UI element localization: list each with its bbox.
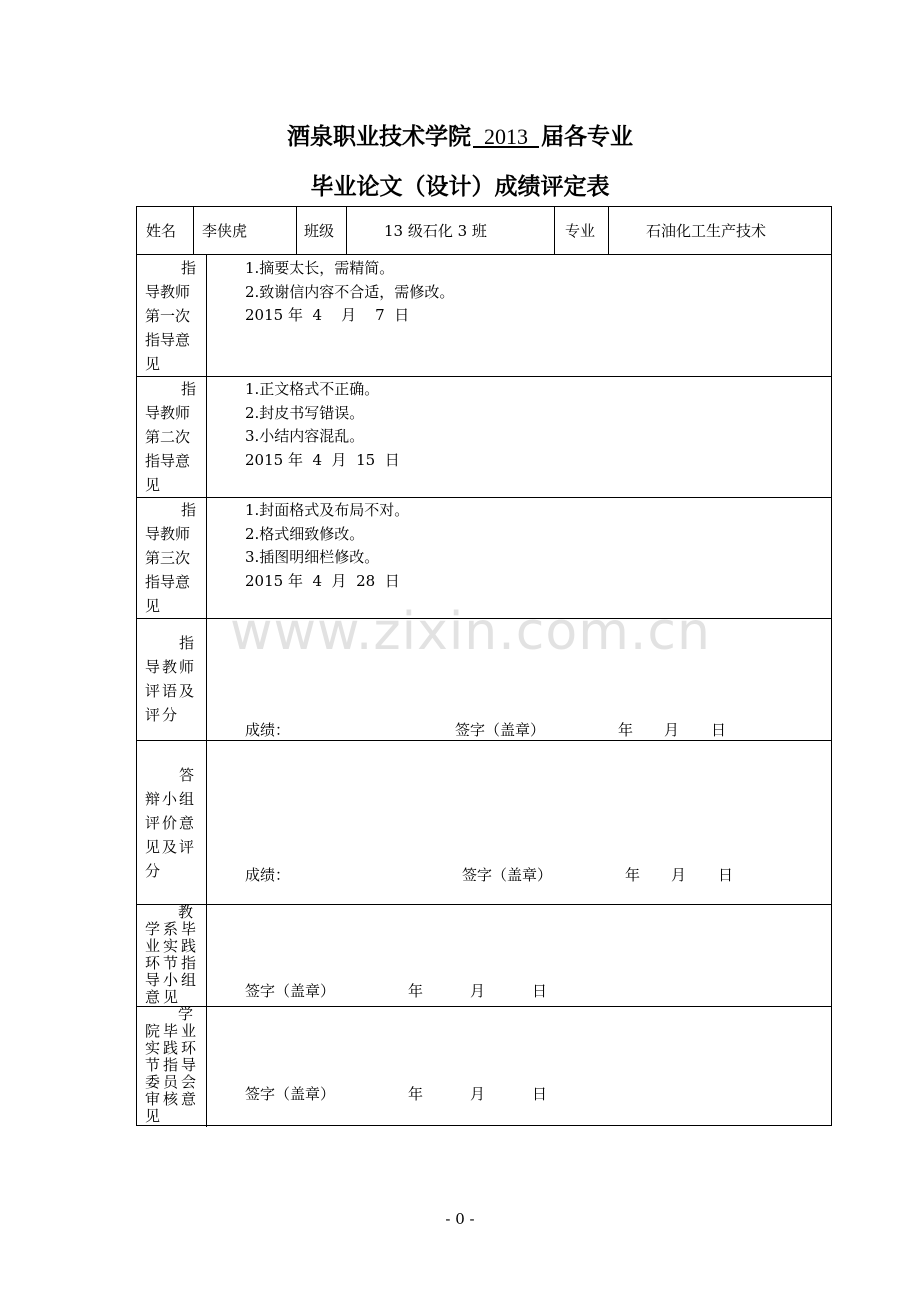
form-title-line2: 毕业论文（设计）成绩评定表 <box>310 174 610 200</box>
note-date: 2015 年 4 月 7 日 <box>245 306 410 324</box>
defense-score-label: 成绩： <box>245 866 291 884</box>
college-review-label: 学 院毕业 实践环 节指导 委员会 审核意 见 <box>145 1005 200 1125</box>
note-line: 2.封皮书写错误。 <box>245 403 365 422</box>
guidance-3-label: 指 导教师 第三次 指导意 见 <box>145 501 196 615</box>
class-value: 13 级石化 3 班 <box>384 222 487 240</box>
row-divider <box>137 1006 831 1007</box>
guidance-3-notes <box>245 499 409 593</box>
note-line: 1.正文格式不正确。 <box>245 380 380 398</box>
college-day-label: 日 <box>532 1085 548 1103</box>
col-divider <box>296 207 297 254</box>
row-divider <box>137 254 831 255</box>
defense-month-label: 月 <box>671 866 687 884</box>
row-divider <box>137 376 831 377</box>
major-value: 石油化工生产技术 <box>646 222 767 240</box>
advisor-day-label: 日 <box>711 721 727 739</box>
guidance-2-notes <box>245 378 400 472</box>
college-sign-label: 签字（盖章） <box>245 1085 336 1103</box>
advisor-score-label: 成绩： <box>245 721 291 739</box>
department-month-label: 月 <box>470 982 486 1000</box>
class-label: 班级 <box>304 222 335 240</box>
department-year-label: 年 <box>408 982 424 1000</box>
page-number: - 0 - <box>445 1210 475 1228</box>
title-institution: 酒泉职业技术学院 <box>287 124 471 150</box>
defense-day-label: 日 <box>718 866 734 884</box>
col-divider <box>608 207 609 254</box>
form-title-line1 <box>0 118 920 151</box>
row-divider <box>137 740 831 741</box>
row-divider <box>137 904 831 905</box>
advisor-month-label: 月 <box>664 721 680 739</box>
defense-year-label: 年 <box>625 866 641 884</box>
note-line: 2.格式细致修改。 <box>245 524 365 543</box>
advisor-year-label: 年 <box>618 721 634 739</box>
advisor-review-label: 指 导教师 评语及 评分 <box>145 634 197 724</box>
advisor-sign-label: 签字（盖章） <box>455 721 546 739</box>
note-line: 3.小结内容混乱。 <box>245 427 365 445</box>
defense-sign-label: 签字（盖章） <box>462 866 553 884</box>
note-line: 1.摘要太长，需精简。 <box>245 259 395 277</box>
name-label: 姓名 <box>146 222 177 240</box>
department-day-label: 日 <box>532 982 548 1000</box>
title-suffix: 届各专业 <box>541 124 633 150</box>
note-line: 2.致谢信内容不合适，需修改。 <box>245 282 455 301</box>
col-divider <box>193 207 194 254</box>
guidance-2-label: 指 导教师 第二次 指导意 见 <box>145 380 196 494</box>
note-line: 3.插图明细栏修改。 <box>245 548 380 566</box>
note-line: 1.封面格式及布局不对。 <box>245 501 410 519</box>
guidance-1-label: 指 导教师 第一次 指导意 见 <box>145 259 196 373</box>
grade-form-table <box>136 206 832 1126</box>
title-year: 2013 <box>484 124 528 149</box>
guidance-1-notes <box>245 257 454 328</box>
note-date: 2015 年 4 月 28 日 <box>245 571 400 590</box>
col-divider <box>554 207 555 254</box>
department-sign-label: 签字（盖章） <box>245 982 336 1000</box>
row-divider <box>137 497 831 498</box>
watermark: www.zixin.com.cn <box>230 602 711 662</box>
department-review-label: 教 学系毕 业实践 环节指 导小组 意见 <box>145 903 200 1006</box>
college-year-label: 年 <box>408 1085 424 1103</box>
note-date: 2015 年 4 月 15 日 <box>245 450 400 469</box>
label-col-divider <box>206 254 207 1127</box>
college-month-label: 月 <box>470 1085 486 1103</box>
name-value: 李侠虎 <box>202 222 248 240</box>
col-divider <box>346 207 347 254</box>
defense-review-label: 答 辩小组 评价意 见及评 分 <box>145 766 197 880</box>
major-label: 专业 <box>565 222 596 240</box>
